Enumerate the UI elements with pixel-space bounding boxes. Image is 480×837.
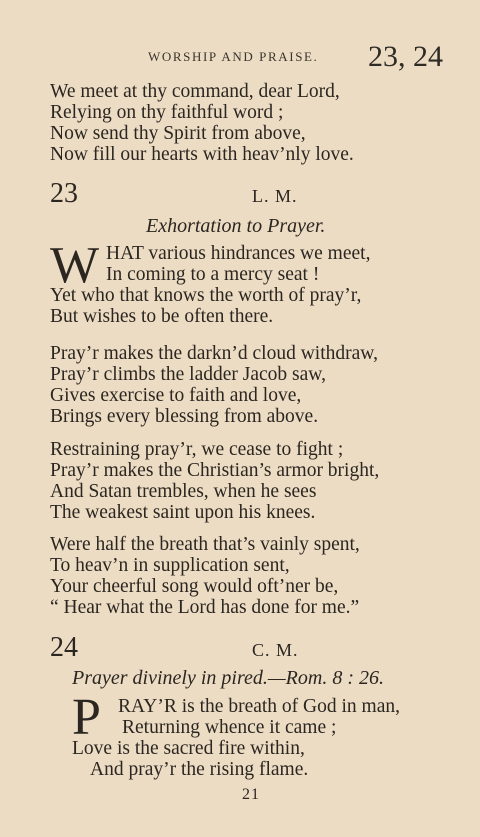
verse-line: Were half the breath that’s vainly spent, [50, 534, 360, 555]
hymn-title: Prayer divinely in pired.—Rom. 8 : 26. [72, 667, 384, 689]
verse-line: HAT various hindrances we meet, [106, 243, 371, 264]
verse-line: Pray’r makes the Christian’s armor bright, [50, 460, 380, 481]
verse-line: And Satan trembles, when he sees [50, 481, 317, 502]
verse-line: We meet at thy command, dear Lord, [50, 81, 340, 102]
verse-line: Gives exercise to faith and love, [50, 385, 302, 406]
verse-line: The weakest saint upon his knees. [50, 502, 316, 523]
verse-line: To heav’n in supplication sent, [50, 555, 290, 576]
verse-line: And pray’r the rising flame. [90, 759, 309, 780]
drop-cap: P [72, 689, 101, 746]
page-number: 21 [242, 786, 260, 803]
verse-line: Your cheerful song would oft’ner be, [50, 576, 339, 597]
verse-line: Love is the sacred fire within, [72, 738, 305, 759]
hymn-number: 23 [50, 178, 78, 209]
verse-line: Returning whence it came ; [122, 717, 337, 738]
hymn-meter: L. M. [252, 186, 298, 206]
verse-line: Now send thy Spirit from above, [50, 123, 306, 144]
verse-line: Yet who that knows the worth of pray’r, [50, 285, 362, 306]
verse-line: Now fill our hearts with heav’nly love. [50, 144, 354, 165]
running-head: WORSHIP AND PRAISE. [148, 49, 319, 64]
verse-line: “ Hear what the Lord has done for me.” [50, 597, 360, 618]
verse-line: Pray’r climbs the ladder Jacob saw, [50, 364, 326, 385]
verse-line: RAY’R is the breath of God in man, [118, 696, 400, 717]
hymn-meter: C. M. [252, 640, 299, 660]
verse-line: Relying on thy faithful word ; [50, 102, 284, 123]
verse-line: Restraining pray’r, we cease to fight ; [50, 439, 344, 460]
hymn-number: 24 [50, 632, 78, 663]
verse-line: But wishes to be often there. [50, 306, 274, 327]
page-hymn-numbers: 23, 24 [368, 40, 443, 73]
verse-line: Pray’r makes the darkn’d cloud withdraw, [50, 343, 378, 364]
drop-cap: W [50, 237, 100, 294]
verse-line: Brings every blessing from above. [50, 406, 319, 427]
verse-line: In coming to a mercy seat ! [106, 264, 320, 285]
hymn-title: Exhortation to Prayer. [146, 215, 326, 237]
